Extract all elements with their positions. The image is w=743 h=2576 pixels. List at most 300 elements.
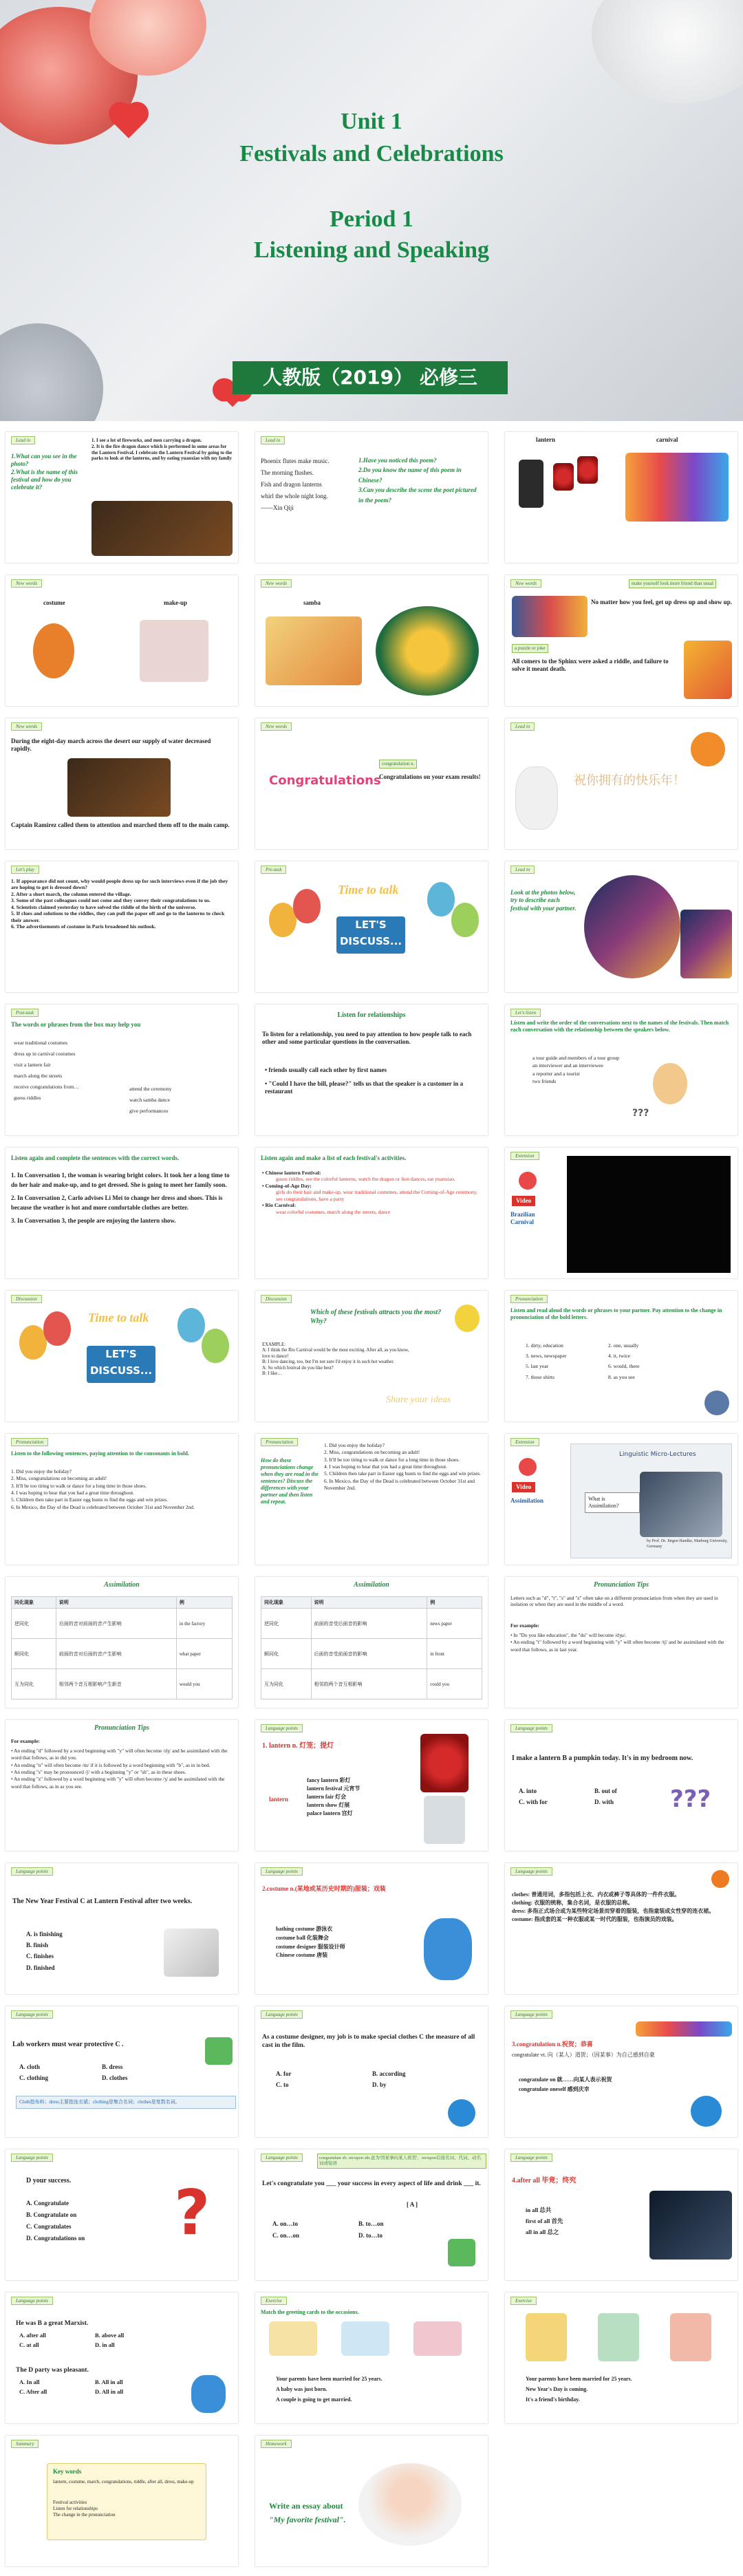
slide-tag: Language points xyxy=(11,2154,53,2162)
phrase-list xyxy=(276,1925,400,1960)
slide-assimilation-table-1 xyxy=(6,1577,238,1708)
video-player[interactable] xyxy=(570,1443,732,1558)
definition-item: dress: 多指正式场合或为某些特定场景而穿着的服装，也指童装或女性穿的连衣裙。 xyxy=(512,1908,715,1914)
greeting-card-image xyxy=(670,2313,711,2361)
phrase-item: lantern festival 元宵节 xyxy=(307,1785,360,1792)
assimilation-table xyxy=(11,1596,233,1699)
sentence-item: 4. I was hoping to hear that you had a great time throughout. xyxy=(324,1463,447,1470)
samba-dancers-image xyxy=(266,616,362,685)
slide-discussion-2 xyxy=(255,1291,488,1421)
occasion-item[interactable]: A baby was just born. xyxy=(276,2386,327,2393)
quiz-options xyxy=(272,2218,355,2242)
slide-tag: Discussion xyxy=(11,1295,42,1303)
time-to-talk-text: Time to talk xyxy=(338,883,399,897)
slide-tag: Pre-task xyxy=(261,866,286,874)
tip-item: • An ending "t" followed by a word beginning with "y" will often become /tʃ/ and be assimilated with the word that follows, as in last year. xyxy=(510,1639,724,1653)
slide-listen-list xyxy=(255,1148,488,1278)
quiz-options xyxy=(95,2331,157,2350)
listener-image xyxy=(653,1063,687,1104)
phrase-item: Chinese costume 唐装 xyxy=(276,1952,328,1959)
slide-tag: New words xyxy=(11,579,42,588)
sentence-item: 3. It'll be too tiring to walk or dance for a long time in those shoes. xyxy=(11,1482,147,1489)
slide-new-words-costume xyxy=(6,575,238,706)
phrase-item: palace lantern 宫灯 xyxy=(307,1810,353,1816)
word-item: 1. dirty, education xyxy=(526,1342,563,1349)
slide-assimilation-table-2 xyxy=(255,1577,488,1708)
doraemon-costume-image xyxy=(424,1918,472,1980)
relationship-list xyxy=(532,1054,636,1086)
summary-topics: Festival activities Listen for relationships The change in the pronunciation xyxy=(53,2500,116,2518)
tip-item: • An ending "z" followed by a word beginning with "y" will often become /ʒ/ and be assimilated with the word that follows, as in as you see. xyxy=(11,1776,225,1790)
festival-photo xyxy=(584,875,680,978)
exercise-item: 2. After a short march, the column entered the village. xyxy=(11,890,131,897)
relationship-item: a tour guide and members of a tour group xyxy=(532,1055,620,1061)
slide-language-quiz-3 xyxy=(6,2006,238,2137)
word-item: 7. those shirts xyxy=(526,1373,554,1380)
lets-discuss-bubble: LET'S DISCUSS... xyxy=(336,916,405,954)
phrase-list-right xyxy=(129,1084,233,1117)
quiz-options xyxy=(358,2218,441,2242)
tip-item: • In "Do you like education", the "du" will become /dʒu/. xyxy=(510,1632,627,1638)
section-heading: Listen and write the order of the conversations next to the names of the festivals. Then match each conversation with the relationship between the speakers below. xyxy=(510,1020,729,1033)
word-item: 2. one, usually xyxy=(608,1342,639,1349)
quiz-options xyxy=(372,2068,448,2090)
balloon-icon xyxy=(293,889,321,923)
exercise-list xyxy=(11,1171,231,1226)
slide-lets-listen xyxy=(505,1005,737,1135)
quiz-option[interactable]: B. to…on xyxy=(358,2220,384,2227)
tip-item: • An ending "s" may be pronounced /ʃ/ with a beginning "y" or "sh", as in these shoes. xyxy=(11,1769,186,1776)
word-label: congratulation n. xyxy=(379,760,417,769)
table-cell: in the factory xyxy=(176,1609,232,1639)
slide-new-words-samba xyxy=(255,575,488,706)
question-text: 1.What can you see in the photo? 2.What is the name of this festival and how do you celebrate it? xyxy=(11,453,78,491)
slide-title: Listen for relationships xyxy=(337,1011,406,1019)
slide-post-task xyxy=(6,1005,238,1135)
label-samba: samba xyxy=(303,599,321,606)
slide-tag: New words xyxy=(510,579,541,588)
festival-activities: wear colorful costumes, march along the streets, dance xyxy=(276,1208,391,1215)
sentence-item: 1. Did you enjoy the holiday? xyxy=(11,1468,72,1474)
phrase-item: watch samba dance xyxy=(129,1096,171,1103)
quiz-option[interactable]: D. clothes xyxy=(102,2074,128,2082)
relationship-item: two friends xyxy=(532,1078,557,1085)
definition-item: clothes: 普通用词，多指包括上衣、内衣或裤子等具体的一件件衣服。 xyxy=(512,1891,680,1898)
sentence-item: 3. It'll be too tiring to walk or dance for a long time in those shoes. xyxy=(324,1456,460,1463)
slide-listen-complete xyxy=(6,1148,238,1278)
slide-pronunciation-tips-1 xyxy=(505,1577,737,1708)
slide-lets-play xyxy=(6,861,238,992)
doraemon-icon xyxy=(691,2096,722,2127)
slide-listen-relationships xyxy=(255,1005,488,1135)
occasion-item[interactable]: Your parents have been married for 25 years. xyxy=(526,2376,632,2382)
festival-activities: girls do their hair and make-up, wear traditional costumes, attend the Coming-of-Age ceremony, see congratulations, have a party xyxy=(276,1189,477,1202)
quiz-option[interactable]: D. finished xyxy=(26,1964,55,1971)
section-heading: Listen again and complete the sentences with the correct words. xyxy=(11,1155,180,1161)
key-words-label: Key words xyxy=(53,2468,82,2475)
phrase-list xyxy=(526,2204,629,2237)
occasion-list xyxy=(276,2374,475,2405)
phrase-item: first of all 首先 xyxy=(526,2218,563,2225)
period-number: Period 1 xyxy=(330,206,413,232)
slide-title: Pronunciation Tips xyxy=(94,1724,149,1732)
quiz-answer: [ A ] xyxy=(407,2201,418,2208)
festival-photo xyxy=(680,910,732,978)
unit-number: Unit 1 xyxy=(341,109,402,134)
slide-tag: Let's play xyxy=(11,866,39,874)
table-header: 例 xyxy=(176,1597,232,1609)
quiz-option[interactable]: B. finish xyxy=(26,1942,49,1949)
quiz-option[interactable]: C. with for xyxy=(519,1799,548,1806)
paragraph: • "Could I have the bill, please?" tells us that the speaker is a customer in a restaurant xyxy=(265,1080,464,1095)
question-text: How do these pronunciations change when they are read in the sentences? Discuss the differences with your partner and then listen and repeat. xyxy=(261,1457,319,1505)
slide-new-words-march xyxy=(6,718,238,849)
slide-pre-task xyxy=(255,861,488,992)
slide-tag: New words xyxy=(261,722,292,731)
word-item: 4. it, twice xyxy=(608,1353,631,1360)
slide-tag: New words xyxy=(261,579,292,588)
phrase-item: guess riddles xyxy=(14,1094,41,1101)
table-cell: 后面的音受前面音的影响 xyxy=(311,1639,427,1669)
festival-activity-list xyxy=(262,1170,482,1215)
quiz-options xyxy=(95,2378,157,2396)
example-sentence: All comers to the Sphinx were asked a riddle, and failure to solve it meant death. xyxy=(512,658,669,673)
quiz-option[interactable]: A. cloth xyxy=(19,2063,40,2070)
quiz-question: As a costume designer, my job is to make special clothes C the measure of all cast in the film. xyxy=(262,2034,475,2049)
quiz-option[interactable]: D. in all xyxy=(95,2341,115,2348)
definition-banner: a puzzle or joke xyxy=(512,644,548,653)
answer-text: 1. I see a lot of fireworks, and men carrying a dragon. 2. It is the fire dragon dance which is performed in some areas for the Lantern Festival. I celebrate the Lantern Festival by going to the parks to look at the lanterns, and by eating yuanxiao with my family xyxy=(91,438,233,462)
balloon-icon xyxy=(427,882,455,916)
sentence-item: 4. I was hoping to hear that you had a great time throughout. xyxy=(11,1490,134,1496)
example-sentence: Captain Ramirez called them to attention and marched them off to the main camp. xyxy=(11,822,230,828)
quiz-option[interactable]: D. with xyxy=(594,1799,614,1806)
slide-lead-in-1 xyxy=(6,432,238,563)
slide-tag: Lead in xyxy=(510,866,535,874)
table-header: 同化现象 xyxy=(261,1597,312,1609)
assimilation-table xyxy=(261,1596,482,1699)
grammar-note-banner: congratulate sb. on/upon sth.意为'因某事向某人祝贺'，on/upon后接名词、代词、动名词或短语 xyxy=(317,2154,486,2169)
cover-slide xyxy=(0,0,743,421)
slide-tag: Language points xyxy=(510,2154,552,2162)
quiz-option[interactable]: A. for xyxy=(276,2070,292,2077)
stone-image xyxy=(0,323,103,421)
phrase-item: bathing costume 游泳衣 xyxy=(276,1926,333,1932)
flower-image xyxy=(592,0,743,103)
lantern-image xyxy=(553,463,574,491)
exercise-item: 3. Some of the past colleagues could not come and they convey their congratulations to us. xyxy=(11,897,211,904)
greeting-card-image xyxy=(341,2321,389,2356)
lantern-image xyxy=(420,1734,469,1792)
quiz-question: The D party was pleasant. xyxy=(16,2367,89,2374)
slide-extension-assimilation xyxy=(505,1434,737,1565)
quiz-option[interactable]: C. at all xyxy=(19,2341,39,2348)
quiz-options xyxy=(19,2061,95,2083)
label-costume: costume xyxy=(43,599,65,606)
table-cell: 逆同化 xyxy=(261,1609,312,1639)
sentence-item: 6. In Mexico, the Day of the Dead is celebrated between October 31st and November 2nd. xyxy=(11,1503,195,1510)
phrase-item: receive congratulations from… xyxy=(14,1083,79,1090)
video-caption: Assimilation xyxy=(510,1497,544,1504)
table-header: 例 xyxy=(427,1597,482,1609)
word-title: 4.after all 毕竟；终究 xyxy=(512,2177,577,2185)
slide-exercise-greeting-cards xyxy=(255,2293,488,2423)
section-heading: Match the greeting cards to the occasions. xyxy=(261,2309,359,2315)
slide-tag: Lead in xyxy=(11,436,35,444)
explanation-box: Cloth指布料；dress主要指连衣裙；clothing是集合名词；clothes是复数名词。 xyxy=(16,2096,236,2109)
quiz-option[interactable]: A. Congratulate xyxy=(26,2200,69,2207)
quiz-option[interactable]: D. Congratulations on xyxy=(26,2235,85,2242)
balloon-icon xyxy=(43,1311,71,1346)
period-title: Listening and Speaking xyxy=(253,237,490,263)
quiz-options xyxy=(19,2378,81,2396)
phrase-item: all in all 总之 xyxy=(526,2229,559,2236)
greeting-card-image xyxy=(413,2321,462,2356)
phrase-item: fancy lantern 彩灯 xyxy=(307,1777,351,1783)
slide-language-quiz-7 xyxy=(6,2293,238,2423)
slide-new-words-congratulation xyxy=(255,718,488,849)
fire-dragon-photo xyxy=(91,501,233,556)
label-make-up: make-up xyxy=(164,599,188,606)
tip-item: • An ending "d" followed by a word beginning with "y" will often become /dʒ/ and be assimilated with the word that follows, as in did you. xyxy=(11,1748,228,1761)
slide-tag: Exercise xyxy=(510,2297,537,2305)
exercise-item: 1. In Conversation 1, the woman is wearing bright colors. It took her a long time to do her hair and make-up, and to get dressed. She is going to meet her family soon. xyxy=(11,1172,230,1188)
slide-tag: Language points xyxy=(261,1867,303,1876)
unit-title: Festivals and Celebrations xyxy=(239,141,504,167)
question-text: Look at the photos below, try to describe each festival with your partner. xyxy=(510,889,577,912)
exercise-item: 5. If clues and solutions to the riddles, they can pull the paper off and go to the lanterns to check their answer. xyxy=(11,910,225,923)
video-player[interactable] xyxy=(567,1156,731,1273)
relationship-item: a reporter and a tourist xyxy=(532,1070,580,1077)
slide-title: Assimilation xyxy=(354,1581,389,1589)
balloon-icon xyxy=(451,903,479,937)
costume-image xyxy=(33,623,74,678)
slide-language-lantern xyxy=(255,1720,488,1851)
sentence-item: 5. Children then take part in Easter egg hunts to find the eggs and win prizes. xyxy=(11,1496,169,1503)
word-item: 6. would, there xyxy=(608,1363,640,1370)
occasion-item[interactable]: New Year's Day is coming. xyxy=(526,2386,588,2393)
example-sentence: During the eight-day march across the desert our supply of water decreased rapidly. xyxy=(11,738,211,753)
slide-title: Pronunciation Tips xyxy=(594,1581,649,1589)
slide-tag: Extension xyxy=(510,1152,539,1160)
slide-extension-video xyxy=(505,1148,737,1278)
lantern-image xyxy=(519,460,543,508)
question-mark-icon: ? xyxy=(174,2177,211,2249)
quiz-question: D your success. xyxy=(26,2177,72,2185)
quiz-option[interactable]: B. All in all xyxy=(95,2379,123,2385)
quiz-option[interactable]: C. to xyxy=(276,2081,289,2089)
slide-tag: Language points xyxy=(261,2010,303,2019)
table-cell: 相邻的两个音互相影响 xyxy=(311,1669,427,1699)
card-question: What is Assimilation? xyxy=(585,1492,640,1513)
slide-tag: Language points xyxy=(11,2297,53,2305)
section-heading: The words or phrases from the box may help you xyxy=(11,1021,141,1028)
slide-tag: Pronunciation xyxy=(261,1438,298,1446)
table-header: 同化现象 xyxy=(12,1597,56,1609)
balloon-icon xyxy=(519,1172,537,1190)
table-cell: 逆同化 xyxy=(12,1609,56,1639)
make-up-image xyxy=(140,620,208,682)
greeting-card-image xyxy=(526,2313,567,2361)
poem-text: Phoenix flutes make music. The morning flushes. Fish and dragon lanterns whirl the whole night long. ——Xin Qiji xyxy=(261,458,330,512)
phrase-list-left xyxy=(14,1038,124,1104)
slide-new-words-dress-up xyxy=(505,575,737,706)
balloon-icon xyxy=(269,903,297,937)
word-list-right xyxy=(608,1340,684,1382)
quiz-option[interactable]: A. after all xyxy=(19,2332,46,2339)
quiz-option[interactable]: C. on…on xyxy=(272,2232,300,2240)
quiz-option[interactable]: B. above all xyxy=(95,2332,125,2339)
edition-badge: 人教版（2019） 必修三 xyxy=(233,361,508,394)
slide-discussion-1 xyxy=(6,1291,238,1421)
word-subtitle: congratulate vt. 向（某人）道贺；（因某事）为自己感到自豪 xyxy=(512,2052,655,2058)
slide-tag: Homework xyxy=(261,2440,292,2448)
table-cell: could you xyxy=(427,1669,482,1699)
slide-language-quiz-4 xyxy=(255,2006,488,2137)
word-title: 2.costume n.(某地或某历史时期的)服装；戏装 xyxy=(262,1885,386,1892)
phrase-item: lantern show 灯展 xyxy=(307,1802,350,1808)
exercise-list xyxy=(11,878,233,930)
quiz-option[interactable]: C. finishes xyxy=(26,1953,54,1960)
riddle-image xyxy=(684,641,732,699)
example-sentence: Congratulations on your exam results! xyxy=(379,773,481,780)
samba-party-image xyxy=(376,606,479,696)
definition-item: costume: 指成套的某一种衣服或某一时代的服装，也指演员的戏装。 xyxy=(512,1916,678,1922)
table-cell: 前面的音对后面的音产生影响 xyxy=(56,1639,176,1669)
slide-tag: Pronunciation xyxy=(11,1438,48,1446)
greeting-card-image xyxy=(269,2321,317,2356)
quiz-options xyxy=(19,2331,81,2350)
table-cell: in front xyxy=(427,1639,482,1669)
quiz-option[interactable]: A. is finishing xyxy=(26,1931,63,1938)
phrase-item: lantern fair 灯会 xyxy=(307,1794,347,1800)
sentence-item: 2. Miss, congratulations on becoming an adult! xyxy=(11,1475,107,1482)
exercise-item: 2. In Conversation 2, Carlo advises Li Mei to change her dress and shoes. This is because the weather is hot and more comfortable clothes are better. xyxy=(11,1194,223,1211)
quiz-option[interactable]: C. clothing xyxy=(19,2074,49,2082)
slide-pronunciation-tips-2 xyxy=(6,1720,238,1851)
example-sentence: No matter how you feel, get up dress up and show up. xyxy=(591,599,732,605)
lamp-image xyxy=(424,1796,465,1844)
quiz-option[interactable]: B. according xyxy=(372,2070,406,2077)
definition-item: clothing: 衣服的统称，集合名词，是衣服的总称。 xyxy=(512,1900,634,1906)
quiz-option[interactable]: B. dress xyxy=(102,2063,123,2070)
quiz-option[interactable]: B. Congratulate on xyxy=(26,2211,77,2219)
occasion-item[interactable]: Your parents have been married for 25 years. xyxy=(276,2376,383,2382)
phrase-item: attend the ceremony xyxy=(129,1086,172,1092)
table-cell: 互为同化 xyxy=(261,1669,312,1699)
word-item: 3. news, newspaper xyxy=(526,1353,567,1360)
quiz-option[interactable]: C. Congratulates xyxy=(26,2223,72,2231)
quiz-question: He was B a great Marxist. xyxy=(16,2320,89,2327)
share-ideas-text: Share your ideas xyxy=(386,1395,451,1405)
table-cell: 顺同化 xyxy=(12,1639,56,1669)
quiz-option[interactable]: A. on…to xyxy=(272,2220,299,2227)
quiz-option[interactable]: D. All in all xyxy=(95,2387,124,2395)
table-cell: 后面的音对前面的音产生影响 xyxy=(56,1609,176,1639)
greeting-card-image xyxy=(598,2313,639,2361)
studying-girl-image xyxy=(358,2463,462,2546)
section-heading: Listen and read aloud the words or phrases to your partner. Pay attention to the change in pronunciation of the bold letters. xyxy=(510,1307,722,1320)
quiz-options xyxy=(26,2198,150,2244)
relationship-item: an interviewer and an interviewee xyxy=(532,1062,603,1069)
sentence-item: 2. Miss, congratulations on becoming an adult! xyxy=(324,1449,420,1456)
homework-topic: "My favorite festival". xyxy=(269,2515,346,2524)
table-cell: 互为同化 xyxy=(12,1669,56,1699)
card-title: Linguistic Micro-Lectures xyxy=(619,1451,696,1458)
video-caption: Brazilian Carnival xyxy=(510,1211,535,1226)
greeting-art: 祝你拥有的快乐年！ xyxy=(574,773,685,788)
table-header: 说明 xyxy=(56,1597,176,1609)
tip-list xyxy=(510,1632,732,1653)
life-goes-on-photo xyxy=(649,2191,732,2260)
slide-summary xyxy=(6,2436,238,2566)
slide-title: Assimilation xyxy=(104,1581,140,1589)
congratulations-banner-image xyxy=(636,2021,732,2037)
table-cell: would you xyxy=(176,1669,232,1699)
word-list-left xyxy=(526,1340,601,1382)
slide-pronunciation-discuss xyxy=(255,1434,488,1565)
time-to-talk-text: Time to talk xyxy=(88,1311,149,1324)
slide-tag: Exercise xyxy=(261,2297,287,2305)
slide-festival-words xyxy=(505,432,737,563)
quiz-options xyxy=(594,1785,663,1807)
festival-name: • Rio Carnival: xyxy=(262,1202,297,1209)
quiz-options xyxy=(102,2061,177,2083)
slide-language-quiz-2 xyxy=(6,1863,238,1994)
quiz-option[interactable]: A. In all xyxy=(19,2379,40,2385)
slide-tag: Let's listen xyxy=(510,1009,541,1017)
exercise-item: 1. If appearance did not count, why would people dress up for such interviews even if the job they are hoping to get is dressed down? xyxy=(11,878,228,891)
quiz-question: Let's congratulate you ___ your success in every aspect of life and drink ___ it. xyxy=(262,2180,481,2187)
balloon-icon xyxy=(202,1329,229,1363)
phrase-item: dress up in carnival costumes xyxy=(14,1050,76,1057)
question-mark-icon: ??? xyxy=(670,1785,711,1813)
lets-discuss-bubble: LET'S DISCUSS... xyxy=(87,1346,155,1383)
quiz-option[interactable]: C. After all xyxy=(19,2387,47,2395)
festival-name: • Coming-of-Age Day: xyxy=(262,1182,312,1189)
sentence-list xyxy=(11,1468,233,1511)
quiz-option[interactable]: D. to…to xyxy=(358,2232,383,2240)
example-dialogue: EXAMPLE: A: I think the Rio Carnival would be the most exciting. After all, as you know, love to dance! B: I love dancing, too, but I'm not sure I'd enjoy it in such hot weather. A: So which festival do you like best? B: I like… xyxy=(262,1342,409,1377)
question-mark-icon: ??? xyxy=(632,1108,649,1119)
occasion-list xyxy=(526,2374,725,2405)
slide-tag: Summary xyxy=(11,2440,39,2448)
paragraph: Letters such as "d", "t", "s" and "z" often take on a different pronunciation from when they are used in isolation or when they are used in the middle of a word. xyxy=(510,1595,718,1608)
sentence-item: 6. In Mexico, the Day of the Dead is celebrated between October 31st and November 2nd. xyxy=(324,1477,475,1492)
festival-activities: guess riddles, see the colorful lanterns, watch the dragon or lion dances, eat yuanxiao. xyxy=(276,1176,455,1183)
table-cell: 顺同化 xyxy=(261,1639,312,1669)
quiz-question: Lab workers must wear protective C . xyxy=(12,2041,124,2048)
slide-language-quiz-5 xyxy=(6,2149,238,2280)
quiz-option[interactable]: A. into xyxy=(519,1788,537,1794)
occasion-item[interactable]: A couple is going to get married. xyxy=(276,2396,352,2403)
definition-banner: make yourself look more friend than usual xyxy=(629,579,716,588)
slide-tag: New words xyxy=(11,722,42,731)
balloon-icon xyxy=(177,1308,205,1342)
word-title: 3.congratulation n.祝贺；恭喜 xyxy=(512,2041,593,2048)
quiz-option[interactable]: D. by xyxy=(372,2081,387,2089)
slide-tag: Language points xyxy=(261,1724,303,1732)
occasion-item[interactable]: It's a friend's birthday. xyxy=(526,2396,580,2403)
quiz-options xyxy=(276,2068,352,2090)
word-title: 1. lantern n. 灯笼；提灯 xyxy=(262,1742,334,1750)
table-header: 说明 xyxy=(311,1597,427,1609)
phrase-list xyxy=(307,1777,410,1818)
lantern-image xyxy=(577,456,598,484)
example-label: For example: xyxy=(11,1738,40,1744)
slide-tag: Discussion xyxy=(261,1295,292,1303)
quiz-option[interactable]: B. out of xyxy=(594,1788,617,1794)
